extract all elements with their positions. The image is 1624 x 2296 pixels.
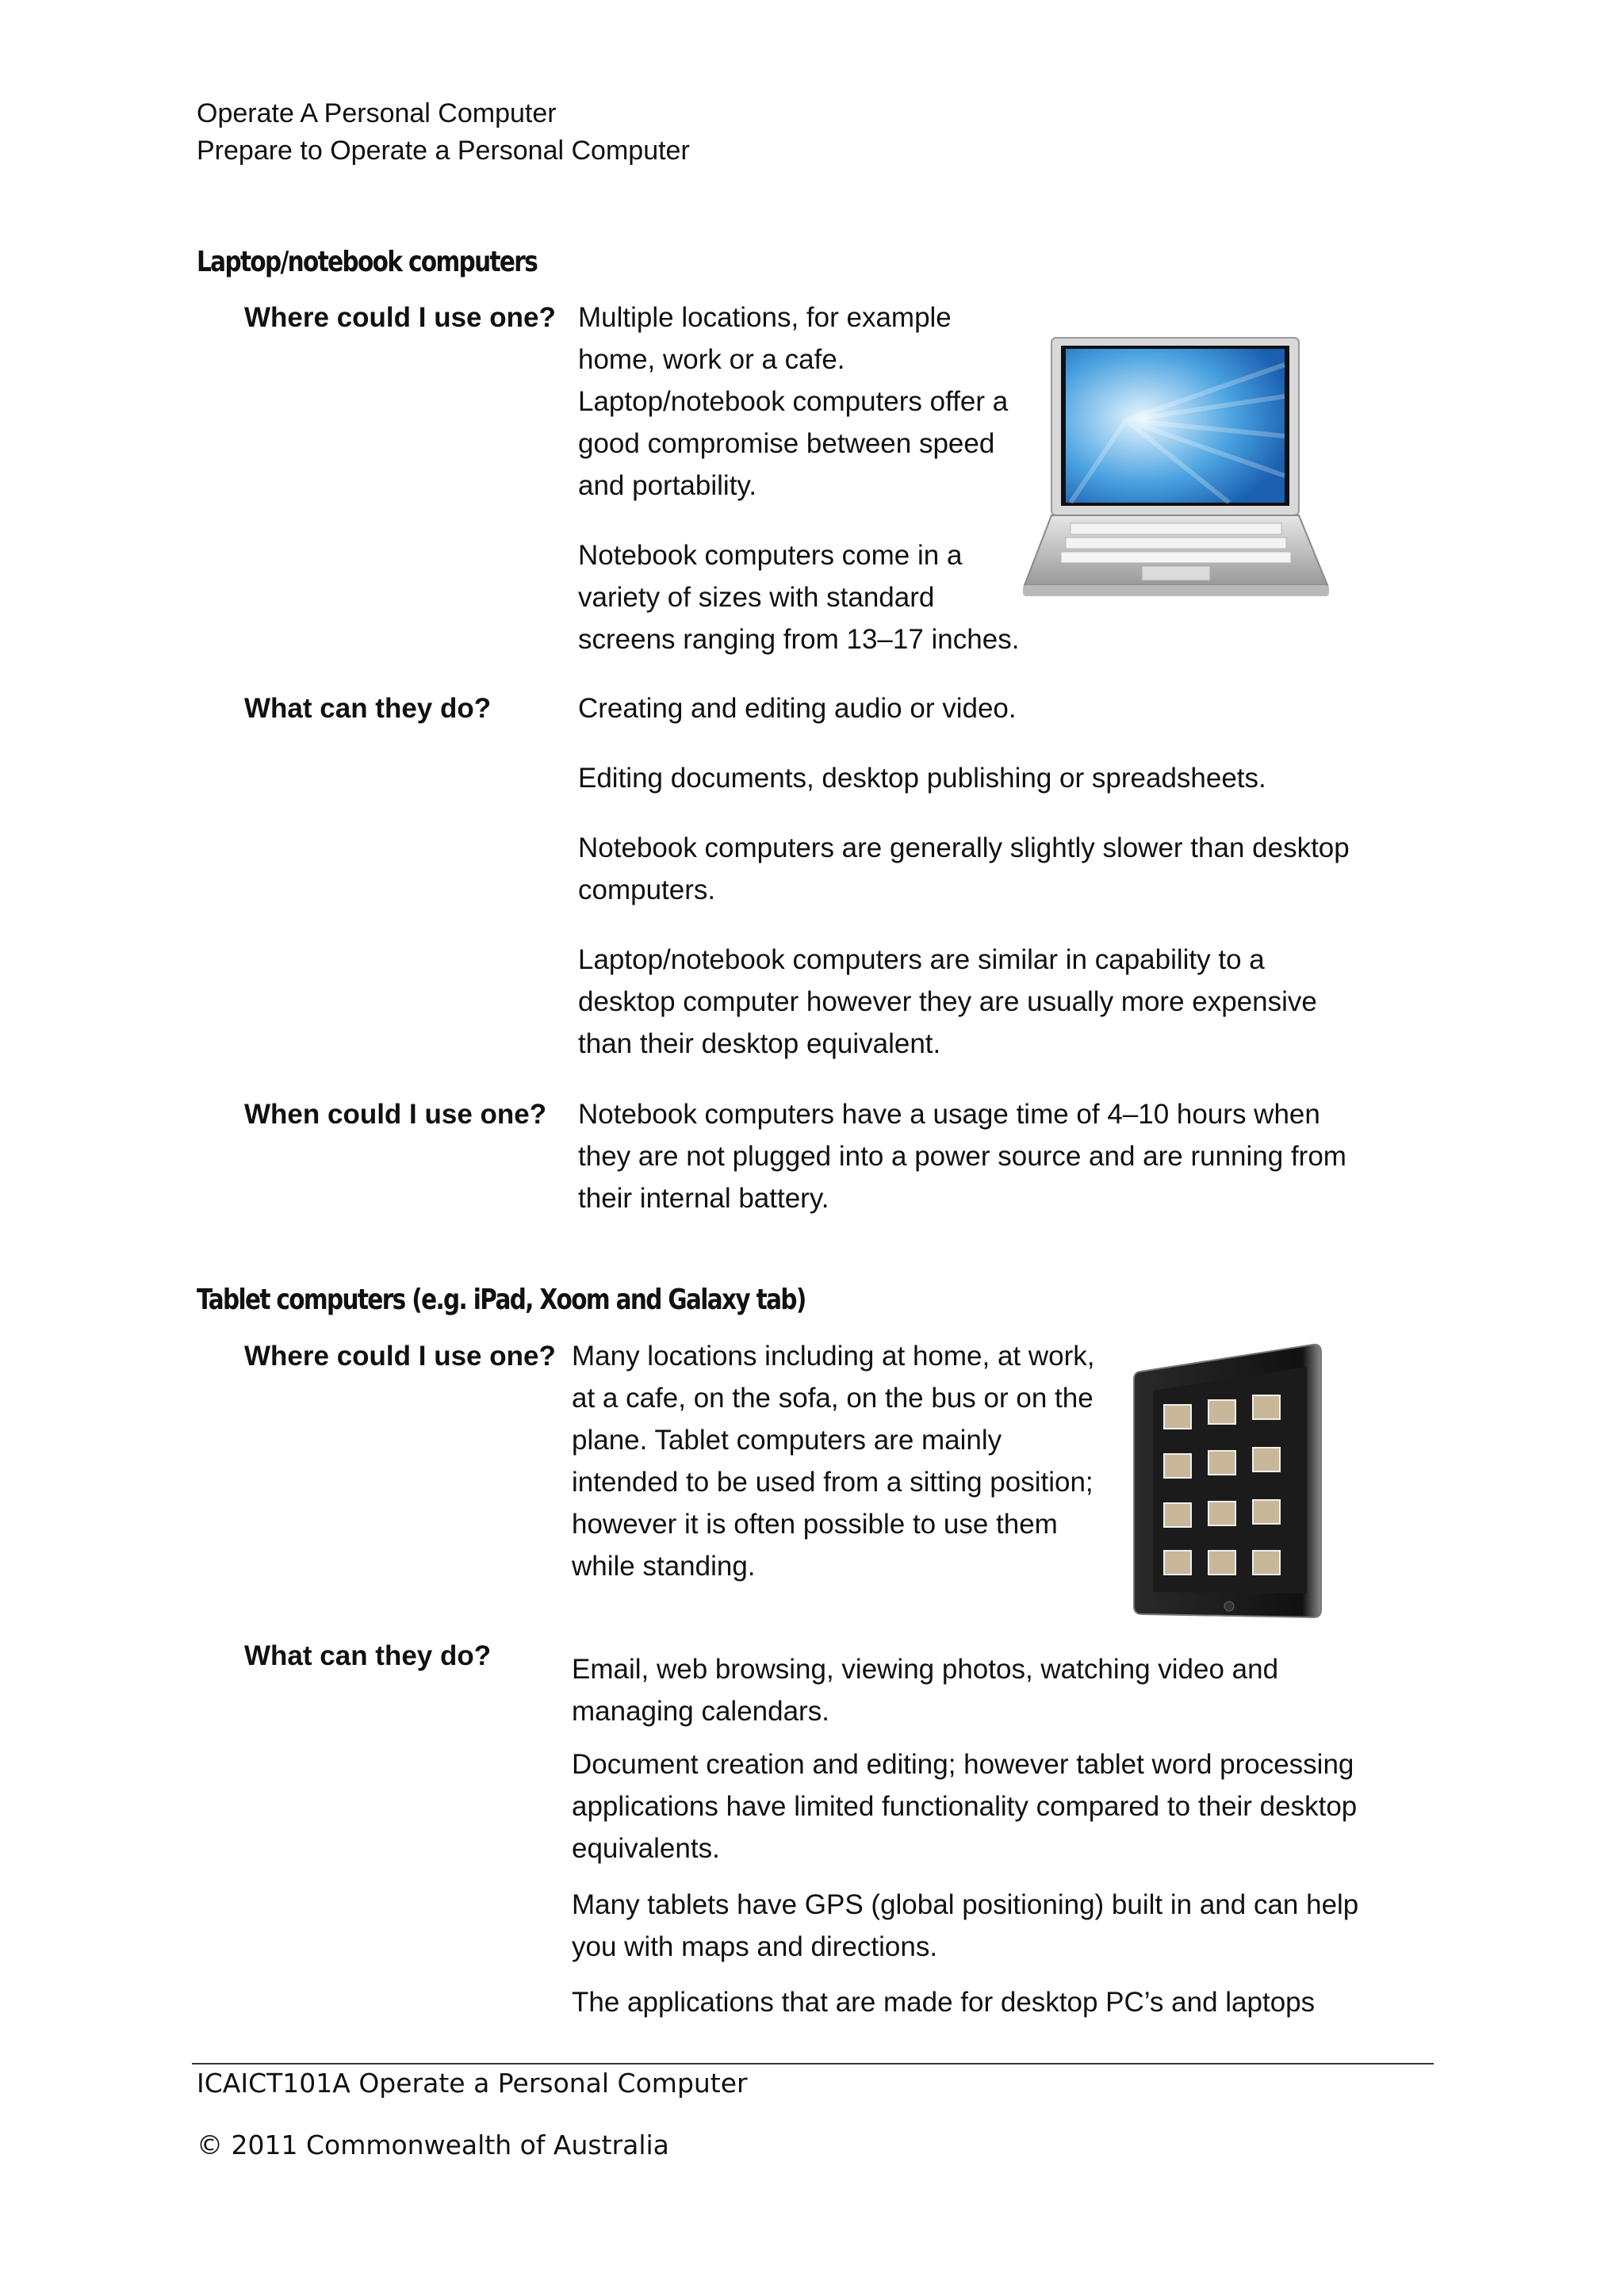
tablet-what-label: What can they do? (244, 1640, 492, 1671)
laptop-what-paragraph-2: Editing documents, desktop publishing or spreadsheets. (578, 763, 1266, 794)
laptop-what-paragraph-3: Notebook computers are generally slightly slower than desktop computers. (578, 832, 1350, 905)
laptop-what-label: What can they do? (244, 693, 492, 724)
tablet-what-paragraph-2: Document creation and editing; however tablet word processing applications have limited functionality compared to their desktop equivalents. (572, 1749, 1358, 1864)
tablet-where-paragraph-1: Many locations including at home, at work, at a cafe, on the sofa, on the bus or on the plane. Tablet computers are mainly intended to be used from a sitting position; however it is often possible to use them while standing. (572, 1341, 1095, 1582)
laptop-when-paragraph-1: Notebook computers have a usage time of 4–10 hours when they are not plugged into a power source and are running from their internal battery. (578, 1099, 1346, 1214)
laptop-what-paragraph-1: Creating and editing audio or video. (578, 693, 1017, 724)
footer-divider (192, 2063, 1434, 2064)
laptop-what-paragraph-4: Laptop/notebook computers are similar in capability to a desktop computer however they are usually more expensive than their desktop equivalent. (578, 944, 1317, 1059)
laptop-where-paragraph-2: Notebook computers come in a variety of sizes with standard screens ranging from 13–17 inches. (578, 540, 1020, 655)
section-title-tablet: Tablet computers (e.g. iPad, Xoom and Galaxy tab) (197, 1284, 806, 1316)
tablet-image (1126, 1340, 1329, 1625)
laptop-image (1023, 333, 1329, 603)
tablet-what-paragraph-1: Email, web browsing, viewing photos, watching video and managing calendars. (572, 1654, 1279, 1727)
section-title-laptop: Laptop/notebook computers (197, 246, 538, 278)
laptop-when-label: When could I use one? (244, 1099, 547, 1130)
laptop-where-paragraph-1: Multiple locations, for example home, work or a cafe. Laptop/notebook computers offer a good compromise between speed and portability. (578, 302, 1009, 501)
laptop-where-label: Where could I use one? (244, 302, 556, 333)
document-header-title: Operate A Personal Computer (197, 98, 557, 128)
tablet-what-paragraph-3: Many tablets have GPS (global positioning) built in and can help you with maps and directions. (572, 1889, 1359, 1962)
document-header-subtitle: Prepare to Operate a Personal Computer (197, 136, 690, 166)
tablet-what-paragraph-4: The applications that are made for desktop PC’s and laptops (572, 1987, 1316, 2018)
tablet-where-label: Where could I use one? (244, 1341, 556, 1372)
footer-course-title: ICAICT101A Operate a Personal Computer (197, 2068, 748, 2099)
footer-copyright: © 2011 Commonwealth of Australia (197, 2130, 669, 2160)
